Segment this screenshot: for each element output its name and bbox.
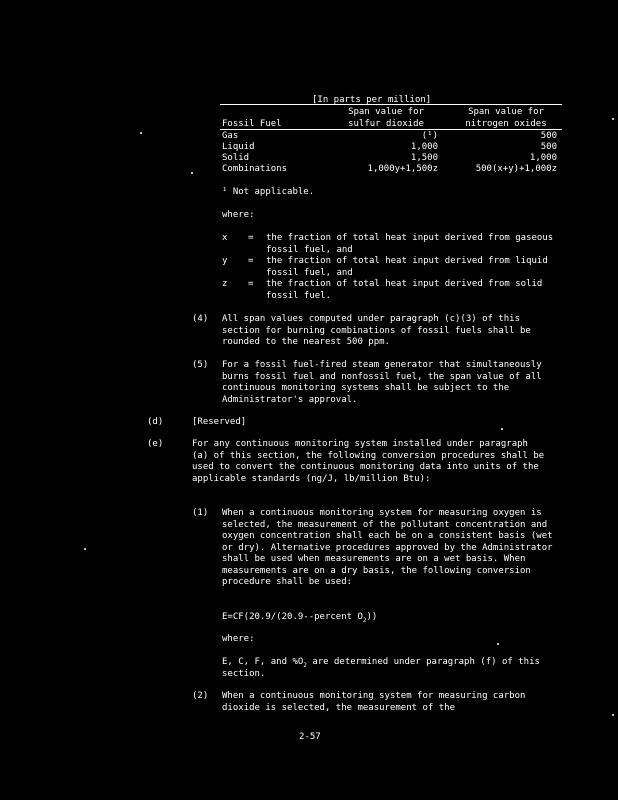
definition-variable: x	[222, 233, 228, 243]
paragraph-e2-number: (2)	[192, 691, 209, 701]
definition-variable: y	[222, 256, 228, 266]
scan-speck	[612, 714, 614, 716]
header-so2-line2: sulfur dioxide	[348, 119, 424, 129]
scan-speck	[501, 428, 503, 430]
row-so2: 1,000	[410, 142, 438, 152]
row-fuel: Gas	[222, 131, 239, 141]
row-so2: 1,000y+1,500z	[367, 164, 438, 174]
paragraph-e-text: For any continuous monitoring system installed under paragraph (a) of this section, the following conversion procedures shall be used to convert the continuous monitoring data into units of the applicable standards (ng/J, lb/million Btu):	[192, 439, 545, 484]
row-fuel: Solid	[222, 153, 250, 163]
defs-subscript: 2	[303, 661, 307, 669]
header-nox-line2: nitrogen oxides	[465, 119, 547, 129]
table-header-rule	[220, 129, 562, 130]
header-nox-line1: Span value for	[468, 107, 544, 117]
header-fuel: Fossil Fuel	[222, 119, 282, 129]
row-fuel: Combinations	[222, 164, 288, 174]
page-number: 2-57	[299, 732, 321, 742]
row-nox: 500	[540, 131, 557, 141]
definition-text: the fraction of total heat input derived from gaseous fossil fuel, and	[266, 233, 554, 255]
paragraph-e1-text: When a continuous monitoring system for measuring oxygen is selected, the measurement of the pollutant concentration and oxygen concentration shall each be on a consistent basis (wet or dry). Alternative procedures approved by the Administrator shall be used when measurements are on a wet basis. When measurements are on a dry basis, the following conversion procedure shall be used:	[222, 508, 553, 587]
row-so2: (¹)	[421, 131, 438, 141]
row-nox: 500	[540, 142, 557, 152]
row-fuel: Liquid	[222, 142, 255, 152]
row-nox: 500(x+y)+1,000z	[475, 164, 557, 174]
definition-text: the fraction of total heat input derived from liquid fossil fuel, and	[266, 256, 548, 278]
paragraph-e-number: (e)	[147, 439, 164, 449]
paragraph-4-number: (4)	[192, 314, 209, 324]
paragraph-4-text: All span values computed under paragraph (c)(3) of this section for burning combinations of fossil fuels shall be rounded to the nearest 500 ppm.	[222, 314, 531, 347]
table-top-rule	[220, 104, 562, 105]
header-so2-line1: Span value for	[348, 107, 424, 117]
conversion-formula	[222, 612, 377, 624]
formula-main: E=CF(20.9/(20.9--percent O	[222, 612, 363, 622]
paragraph-e2-text: When a continuous monitoring system for measuring carbon dioxide is selected, the measurement of the	[222, 691, 526, 713]
table-footnote: ¹ Not applicable.	[222, 187, 315, 197]
paragraph-d-number: (d)	[147, 417, 164, 427]
scan-speck	[612, 118, 614, 120]
table-caption: [In parts per million]	[312, 95, 432, 105]
defs-main: E, C, F, and %O	[222, 657, 304, 667]
variable-definitions	[222, 657, 562, 680]
scan-speck	[140, 132, 142, 134]
paragraph-e1-number: (1)	[192, 508, 209, 518]
scan-speck	[191, 172, 193, 174]
paragraph-d-text: [Reserved]	[192, 417, 247, 427]
definition-equals: =	[248, 256, 254, 266]
definition-text: the fraction of total heat input derived from solid fossil fuel.	[266, 279, 543, 301]
scan-speck	[497, 643, 499, 645]
row-nox: 1,000	[529, 153, 557, 163]
definition-equals: =	[248, 279, 254, 289]
where-label-2: where:	[222, 634, 255, 644]
paragraph-5-text: For a fossil fuel-fired steam generator that simultaneously burns fossil fuel and nonfossil fuel, the span value of all continuous monitoring systems shall be subject to the Administrator's approval.	[222, 360, 542, 405]
formula-subscript: 2	[362, 616, 367, 624]
defs-end: are determined under paragraph (f) of this section.	[222, 657, 540, 679]
row-so2: 1,500	[410, 153, 438, 163]
where-label: where:	[222, 210, 255, 220]
paragraph-5-number: (5)	[192, 360, 209, 370]
formula-end: ))	[366, 612, 378, 622]
definition-equals: =	[248, 233, 254, 243]
scan-speck	[84, 548, 86, 550]
definition-variable: z	[222, 279, 228, 289]
